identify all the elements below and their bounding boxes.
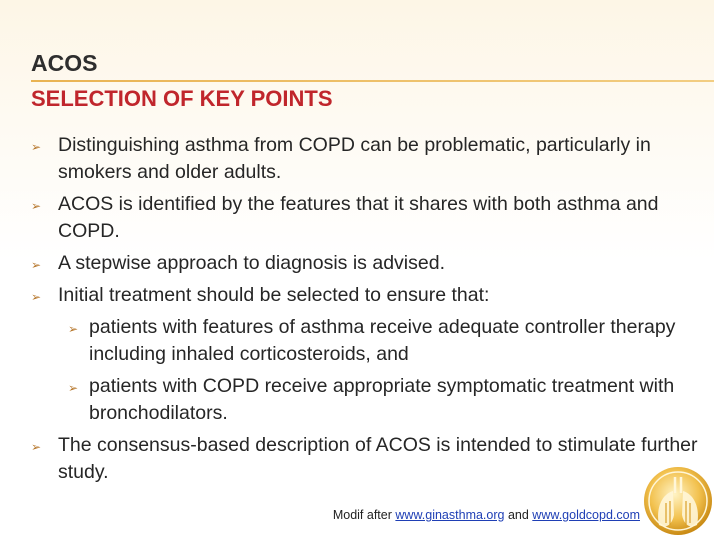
- key-points-list: [0, 132, 714, 491]
- arrow-bullet-icon: ➢: [31, 199, 42, 213]
- key-point-text: patients with features of asthma receive adequate controller therapy including inhaled corticosteroids, and: [89, 316, 676, 365]
- key-point-4: [0, 282, 714, 309]
- slide-subtitle: SELECTION OF KEY POINTS: [31, 86, 333, 111]
- key-point-text: patients with COPD receive appropriate symptomatic treatment with bronchodilators.: [89, 375, 675, 424]
- key-point-text: The consensus-based description of ACOS is intended to stimulate further study.: [58, 434, 698, 483]
- arrow-bullet-icon: ➢: [31, 140, 42, 154]
- key-point-2: [0, 191, 714, 245]
- gold-lungs-logo-icon: [642, 463, 714, 535]
- arrow-bullet-icon: ➢: [31, 258, 42, 272]
- key-point-3: [0, 250, 714, 277]
- key-point-4b: [0, 373, 714, 427]
- arrow-bullet-icon: ➢: [31, 290, 42, 304]
- key-point-1: [0, 132, 714, 186]
- key-point-text: A stepwise approach to diagnosis is advised.: [58, 252, 445, 274]
- slide-title: ACOS: [31, 50, 98, 76]
- key-point-text: ACOS is identified by the features that it shares with both asthma and COPD.: [58, 193, 659, 242]
- arrow-bullet-icon: ➢: [68, 322, 79, 336]
- key-point-text: Initial treatment should be selected to ensure that:: [58, 284, 490, 306]
- arrow-bullet-icon: ➢: [31, 440, 42, 454]
- ginasthma-link[interactable]: www.ginasthma.org: [395, 508, 505, 522]
- key-point-5: [0, 432, 714, 486]
- title-divider: [31, 80, 714, 82]
- arrow-bullet-icon: ➢: [68, 381, 79, 395]
- source-footer: [333, 508, 640, 522]
- footer-and: and: [507, 508, 529, 522]
- key-point-text: Distinguishing asthma from COPD can be problematic, particularly in smokers and older adults.: [58, 134, 651, 183]
- footer-prefix: Modif after: [332, 508, 392, 522]
- goldcopd-link[interactable]: www.goldcopd.com: [532, 508, 640, 522]
- key-point-4a: [0, 314, 714, 368]
